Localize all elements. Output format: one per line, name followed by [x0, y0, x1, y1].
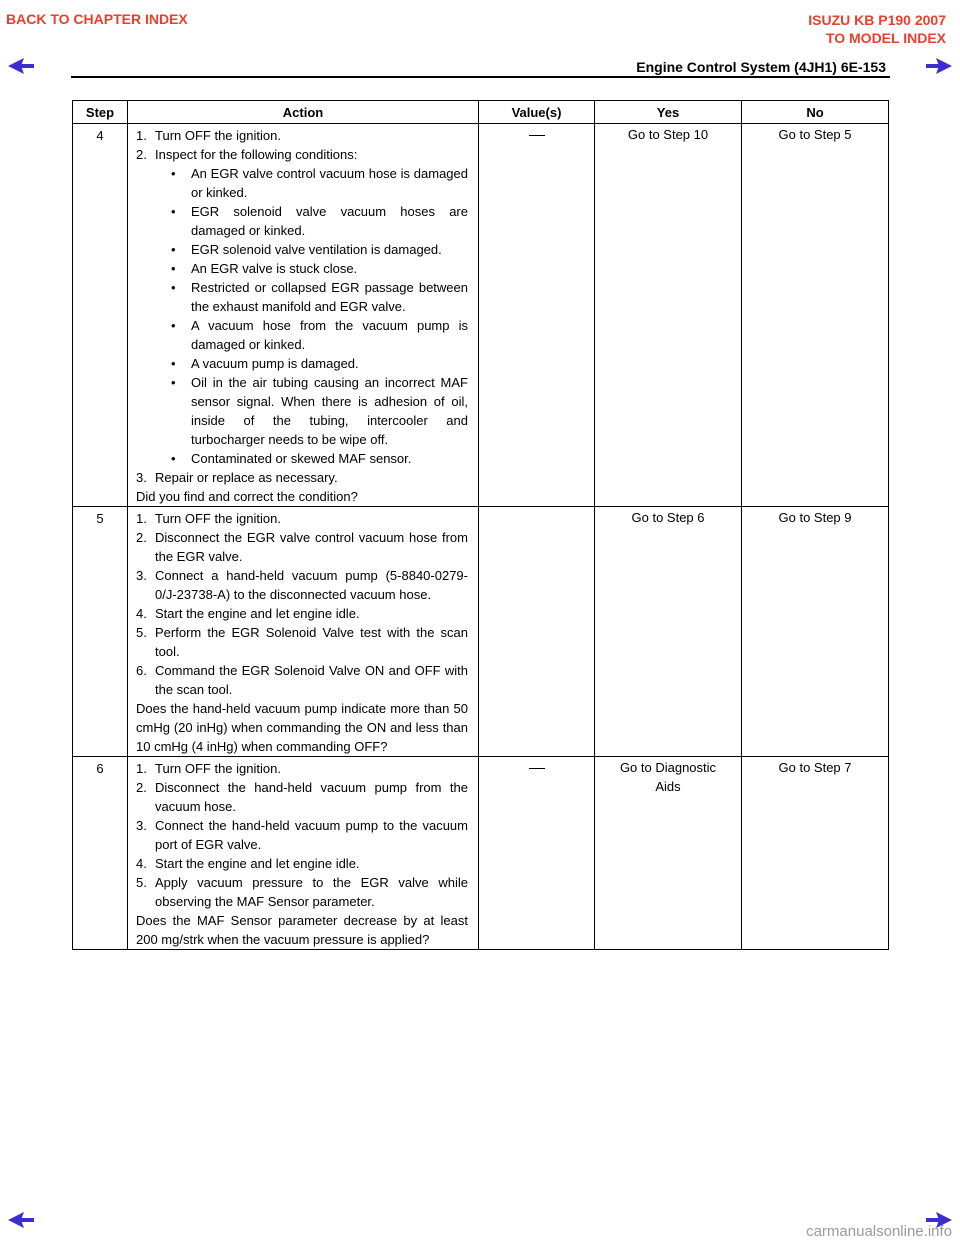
list-item: 2. Inspect for the following conditions: [136, 147, 358, 162]
prev-page-arrow-icon[interactable] [8, 58, 36, 74]
bullet-item: • Oil in the air tubing causing an incorrect MAF sensor signal. When there is adhesion of oil, inside of the tubing, intercooler and turbocharger needs to be wipe off. [171, 375, 468, 447]
list-item: 5. Perform the EGR Solenoid Valve test with the scan tool. [136, 625, 468, 659]
list-item: 3. Connect a hand-held vacuum pump (5-8840-0279-0/J-23738-A) to the disconnected vacuum hose. [136, 568, 468, 602]
list-item: 4. Start the engine and let engine idle. [136, 606, 360, 621]
back-to-chapter-index-link[interactable]: BACK TO CHAPTER INDEX [6, 11, 188, 27]
list-item: 1. Turn OFF the ignition. [136, 761, 281, 776]
step-question: Did you find and correct the condition? [136, 489, 358, 504]
action-cell [128, 757, 479, 950]
list-item: 5. Apply vacuum pressure to the EGR valve while observing the MAF Sensor parameter. [136, 875, 468, 909]
bullet-item: • An EGR valve is stuck close. [171, 261, 358, 276]
watermark: carmanualsonline.info [806, 1223, 952, 1240]
prev-page-arrow-icon-bottom[interactable] [8, 1212, 36, 1228]
dash-mark [529, 768, 545, 769]
page-header-title: Engine Control System (4JH1) 6E-153 [636, 59, 886, 75]
list-item: 6. Command the EGR Solenoid Valve ON and OFF with the scan tool. [136, 663, 468, 697]
table-row [73, 124, 889, 507]
to-model-index-link[interactable]: TO MODEL INDEX [825, 30, 946, 46]
list-item: 2. Disconnect the hand-held vacuum pump from the vacuum hose. [136, 780, 468, 814]
no-cell: Go to Step 7 [742, 757, 889, 950]
step-number: 5 [73, 507, 128, 757]
yes-cell [595, 757, 742, 950]
column-header-no: No [742, 101, 889, 124]
value-cell [479, 124, 595, 507]
bullet-item: • Contaminated or skewed MAF sensor. [171, 451, 412, 466]
yes-line: Aids [655, 779, 681, 794]
list-item: 1. Turn OFF the ignition. [136, 511, 281, 526]
table-row [73, 507, 889, 757]
bullet-item: • A vacuum hose from the vacuum pump is damaged or kinked. [171, 318, 468, 352]
dash-mark [529, 135, 545, 136]
step-number: 4 [73, 124, 128, 507]
list-item: 3. Repair or replace as necessary. [136, 470, 338, 485]
bullet-item: • Restricted or collapsed EGR passage between the exhaust manifold and EGR valve. [171, 280, 468, 314]
next-page-arrow-icon[interactable] [924, 58, 952, 74]
yes-cell: Go to Step 10 [595, 124, 742, 507]
bullet-item: • An EGR valve control vacuum hose is damaged or kinked. [171, 166, 468, 200]
bullet-item: • A vacuum pump is damaged. [171, 356, 359, 371]
list-item: 1. Turn OFF the ignition. [136, 128, 281, 143]
list-item: 4. Start the engine and let engine idle. [136, 856, 360, 871]
diagnostic-table [72, 100, 889, 950]
step-question: Does the MAF Sensor parameter decrease by at least 200 mg/strk when the vacuum pressure is applied? [136, 913, 468, 947]
value-cell [479, 757, 595, 950]
column-header-step: Step [73, 101, 128, 124]
bullet-item: • EGR solenoid valve ventilation is damaged. [171, 242, 442, 257]
table-header-row [73, 101, 889, 124]
action-cell [128, 124, 479, 507]
top-right-nav [808, 11, 946, 47]
model-title-link[interactable]: ISUZU KB P190 2007 [808, 12, 946, 28]
column-header-action: Action [128, 101, 479, 124]
step-number: 6 [73, 757, 128, 950]
action-cell [128, 507, 479, 757]
column-header-values: Value(s) [479, 101, 595, 124]
value-cell [479, 507, 595, 757]
no-cell: Go to Step 9 [742, 507, 889, 757]
yes-cell: Go to Step 6 [595, 507, 742, 757]
header-divider [71, 76, 890, 78]
column-header-yes: Yes [595, 101, 742, 124]
yes-line: Go to Diagnostic [619, 760, 717, 775]
bullet-item: • EGR solenoid valve vacuum hoses are damaged or kinked. [171, 204, 468, 238]
no-cell: Go to Step 5 [742, 124, 889, 507]
table-row [73, 757, 889, 950]
list-item: 2. Disconnect the EGR valve control vacuum hose from the EGR valve. [136, 530, 468, 564]
list-item: 3. Connect the hand-held vacuum pump to the vacuum port of EGR valve. [136, 818, 468, 852]
step-question: Does the hand-held vacuum pump indicate more than 50 cmHg (20 inHg) when commanding the ON and less than 10 cmHg (4 inHg) when commanding OFF? [136, 701, 468, 754]
